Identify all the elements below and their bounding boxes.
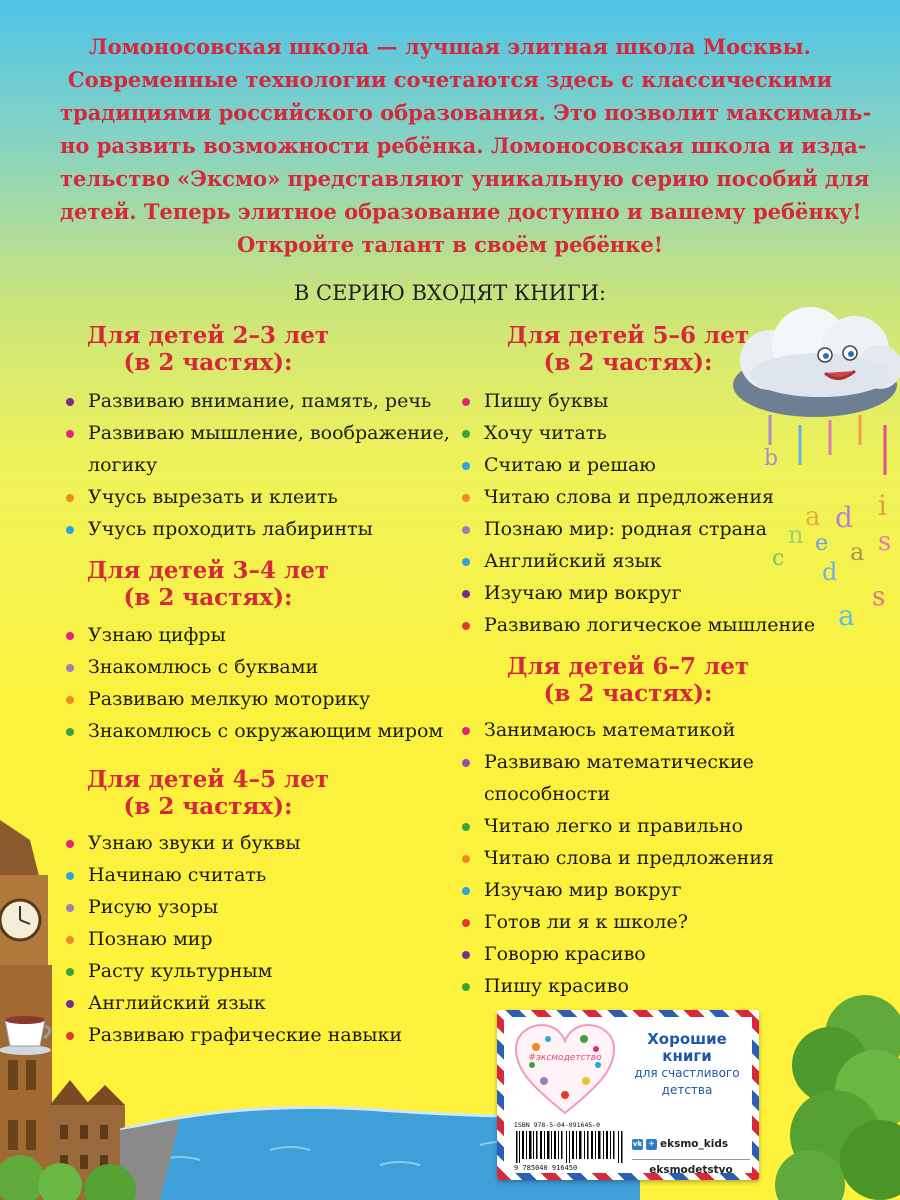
letter-b: b — [764, 446, 779, 471]
slogan-line: Хорошие — [647, 1030, 727, 1048]
hashtag-label: #эксмодетство — [528, 1053, 602, 1063]
bullet-dot — [462, 622, 470, 630]
book-title-continued: способности — [484, 783, 611, 805]
group-title-text: Для детей 4–5 лет — [86, 766, 330, 793]
letter-s: s — [872, 582, 886, 612]
teacup-illustration — [0, 1010, 55, 1055]
bullet-dot — [66, 430, 74, 438]
bullet-dot — [462, 494, 470, 502]
bullet-dot — [66, 632, 74, 640]
bullet-dot — [462, 823, 470, 831]
letter-i: i — [878, 489, 887, 522]
book-title: Узнаю цифры — [88, 624, 226, 646]
book-item — [64, 651, 443, 683]
bullet-dot — [66, 840, 74, 848]
book-item — [460, 970, 774, 1002]
book-title: Говорю красиво — [484, 943, 646, 965]
bullet-dot — [462, 462, 470, 470]
book-title: Занимаюсь математикой — [484, 719, 736, 741]
trees-illustration — [770, 985, 900, 1200]
group-subtitle-text: (в 2 частях): — [123, 349, 293, 376]
bullet-dot — [462, 951, 470, 959]
book-title: Познаю мир — [88, 928, 213, 950]
group-subtitle-text: (в 2 частях): — [543, 349, 713, 376]
book-item — [64, 619, 443, 651]
book-item — [64, 859, 402, 891]
letter-a: a — [850, 538, 865, 566]
book-item — [460, 842, 774, 874]
book-title: Развиваю графические навыки — [88, 1024, 403, 1046]
book-item — [64, 955, 402, 987]
letter-a: a — [805, 502, 821, 532]
book-item — [460, 810, 774, 842]
intro-line: Откройте талант в своём ребёнке! — [237, 232, 663, 257]
book-item — [64, 987, 402, 1019]
group-subtitle-text: (в 2 частях): — [543, 680, 713, 707]
book-item — [64, 513, 450, 545]
bullet-dot — [66, 664, 74, 672]
publisher-card — [497, 1010, 759, 1180]
social-block — [632, 1135, 750, 1176]
vk-icon: vk — [632, 1139, 643, 1148]
book-item — [64, 827, 402, 859]
book-title: Готов ли я к школе? — [484, 911, 688, 933]
slogan-line: для счастливого — [634, 1066, 740, 1080]
bullet-dot — [66, 526, 74, 534]
book-title: Читаю легко и правильно — [484, 815, 744, 837]
bullet-dot — [66, 904, 74, 912]
book-item — [460, 746, 774, 810]
book-list-6-7 — [460, 714, 774, 1002]
book-title: Познаю мир: родная страна — [484, 518, 767, 540]
intro-line: но развить возможности ребёнка. Ломоносовская школа и изда- — [60, 133, 867, 158]
group-title-text: Для детей 6–7 лет — [506, 653, 750, 680]
book-item — [460, 938, 774, 970]
bullet-dot — [462, 983, 470, 991]
card-body — [504, 1017, 752, 1176]
book-title-continued: логику — [88, 454, 158, 476]
book-title: Изучаю мир вокруг — [484, 582, 682, 604]
intro-paragraph — [60, 30, 872, 261]
social-row — [632, 1135, 750, 1153]
bullet-dot — [66, 494, 74, 502]
bullet-dot — [462, 590, 470, 598]
letter-e: e — [815, 531, 829, 556]
group-title-6-7 — [478, 653, 778, 707]
book-item — [64, 715, 443, 747]
book-title: Расту культурным — [88, 960, 273, 982]
book-list-2-3 — [64, 385, 450, 545]
group-title-text: Для детей 2–3 лет — [86, 322, 330, 349]
book-title: Знакомлюсь с окружающим миром — [88, 720, 444, 742]
group-title-text: Для детей 3–4 лет — [86, 557, 330, 584]
bullet-dot — [462, 526, 470, 534]
book-item — [460, 906, 774, 938]
book-title: Пишу красиво — [484, 975, 629, 997]
letter-n: n — [788, 521, 804, 549]
isbn-text: ISBN 978-5-04-091645-0 — [514, 1121, 601, 1129]
group-title-text: Для детей 5–6 лет — [506, 322, 750, 349]
book-title: Пишу буквы — [484, 390, 609, 412]
book-title: Учусь вырезать и клеить — [88, 486, 338, 508]
bullet-dot — [462, 727, 470, 735]
bullet-dot — [66, 1032, 74, 1040]
bullet-dot — [66, 398, 74, 406]
intro-line: традициями российского образования. Это позволит максималь- — [60, 100, 872, 125]
bullet-dot — [66, 1000, 74, 1008]
bullet-dot — [66, 728, 74, 736]
bullet-dot — [66, 936, 74, 944]
bullet-dot — [462, 398, 470, 406]
site-label: eksmodetstvo — [632, 1159, 750, 1176]
barcode — [514, 1131, 626, 1163]
book-item — [64, 923, 402, 955]
book-title: Учусь проходить лабиринты — [88, 518, 373, 540]
group-title-4-5 — [58, 766, 358, 820]
bullet-dot — [66, 968, 74, 976]
book-title: Развиваю мелкую моторику — [88, 688, 371, 710]
bullet-dot — [66, 696, 74, 704]
book-title: Рисую узоры — [88, 896, 219, 918]
book-item — [64, 683, 443, 715]
group-subtitle-text: (в 2 частях): — [123, 584, 293, 611]
book-title: Изучаю мир вокруг — [484, 879, 682, 901]
bullet-dot — [462, 887, 470, 895]
letter-d: d — [822, 558, 838, 586]
book-title: Английский язык — [484, 550, 662, 572]
telegram-icon: ✈ — [646, 1139, 657, 1150]
book-title: Читаю слова и предложения — [484, 486, 775, 508]
book-list-3-4 — [64, 619, 443, 747]
smiling-cloud-illustration — [730, 305, 900, 425]
book-title: Развиваю математические — [484, 751, 754, 773]
intro-line: детей. Теперь элитное образование доступно и вашему ребёнку! — [60, 199, 862, 224]
book-item — [64, 891, 402, 923]
book-title: Узнаю звуки и буквы — [88, 832, 301, 854]
heart-logo-icon — [514, 1023, 616, 1117]
bullet-dot — [462, 558, 470, 566]
book-title: Считаю и решаю — [484, 454, 656, 476]
bullet-dot — [66, 872, 74, 880]
letter-d: d — [835, 501, 853, 534]
book-list-4-5 — [64, 827, 402, 1051]
book-title: Развиваю внимание, память, речь — [88, 390, 432, 412]
book-title: Знакомлюсь с буквами — [88, 656, 319, 678]
bullet-dot — [462, 919, 470, 927]
letter-a: a — [838, 599, 855, 632]
book-title: Развиваю мышление, воображение, — [88, 422, 450, 444]
book-title: Начинаю считать — [88, 864, 267, 886]
barcode-number: 9 785040 916450 — [514, 1164, 578, 1172]
isbn-block — [514, 1121, 626, 1175]
book-item — [64, 417, 450, 481]
book-title: Хочу читать — [484, 422, 607, 444]
book-title: Развиваю логическое мышление — [484, 614, 816, 636]
social-handle: eksmo_kids — [660, 1138, 729, 1150]
group-title-2-3 — [58, 322, 358, 376]
book-item — [64, 481, 450, 513]
group-title-3-4 — [58, 557, 358, 611]
book-item — [64, 1019, 402, 1051]
bush-illustration — [0, 1140, 150, 1200]
intro-line: тельство «Эксмо» представляют уникальную серию пособий для — [60, 166, 870, 191]
book-title: Английский язык — [88, 992, 266, 1014]
book-title: Читаю слова и предложения — [484, 847, 775, 869]
letter-c: c — [772, 546, 785, 571]
bullet-dot — [462, 759, 470, 767]
intro-line: Ломоносовская школа — лучшая элитная школа Москвы. — [89, 34, 811, 59]
book-item — [64, 385, 450, 417]
slogan-line: детства — [661, 1083, 713, 1097]
bullet-dot — [462, 855, 470, 863]
intro-line: Современные технологии сочетаются здесь с классическими — [67, 67, 833, 92]
falling-letters-illustration — [760, 415, 900, 635]
slogan — [622, 1031, 752, 1099]
bullet-dot — [462, 430, 470, 438]
letter-s: s — [878, 527, 892, 557]
book-item — [460, 874, 774, 906]
series-heading: В СЕРИЮ ВХОДЯТ КНИГИ: — [293, 281, 607, 305]
group-subtitle-text: (в 2 частях): — [123, 793, 293, 820]
slogan-line: книги — [662, 1047, 712, 1065]
book-item — [460, 714, 774, 746]
